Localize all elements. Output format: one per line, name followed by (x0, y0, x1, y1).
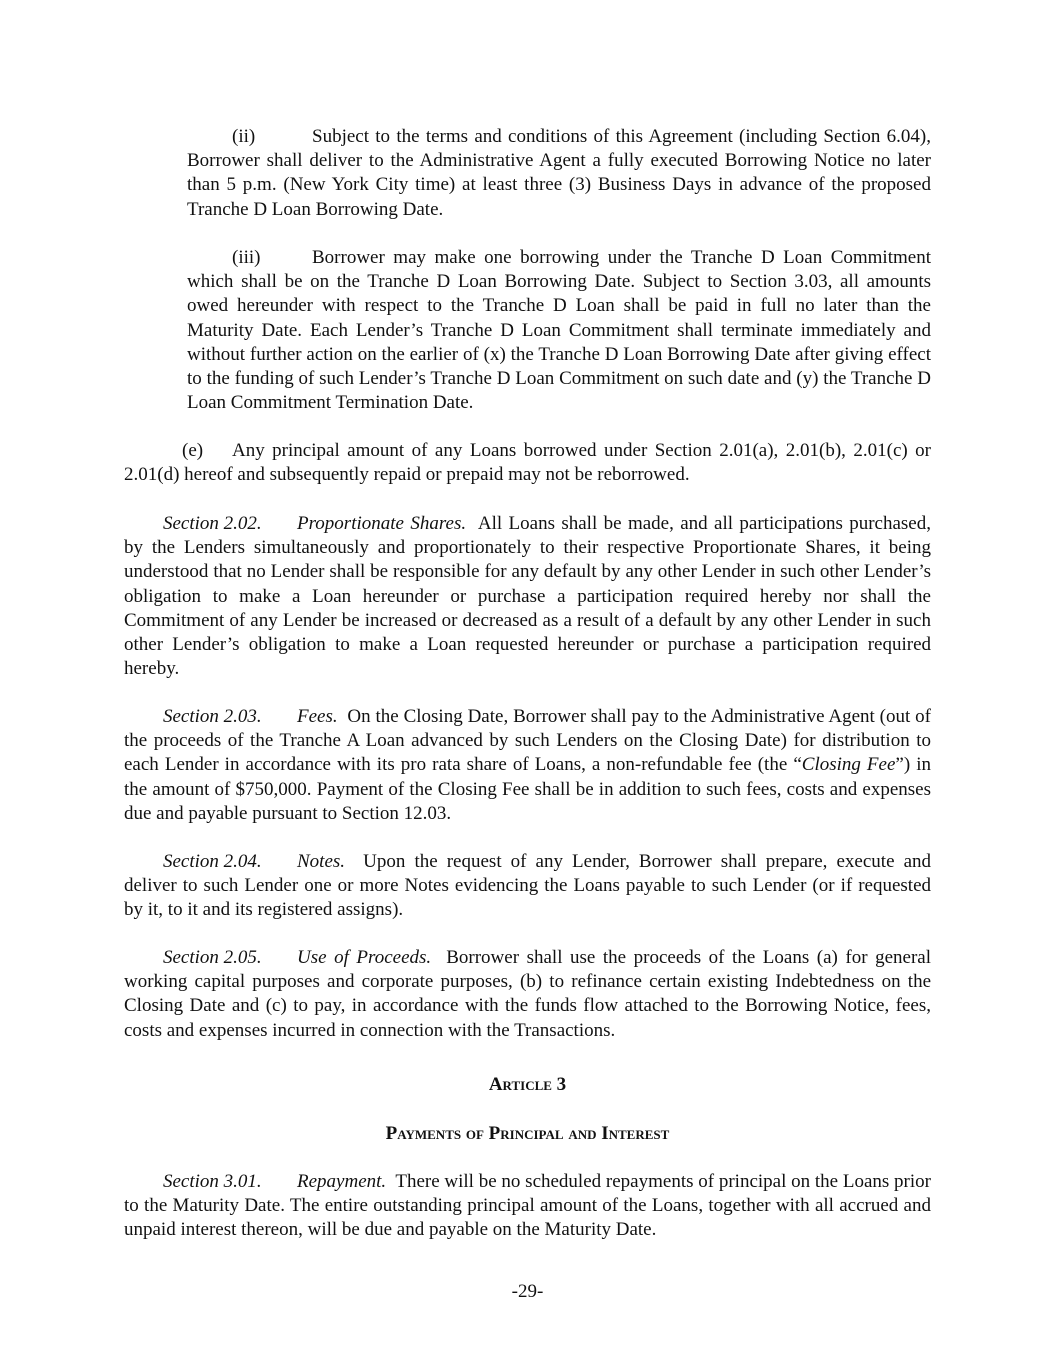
section-text: All Loans shall be made, and all participations purchased, by the Lenders simultaneously and proportionately to their respective Proportionate Shares, it being understood that no Lender shall be responsible for any default by any other Lender in such other Lender’s obligation to make a Loan hereunder or purchase a participation required hereby nor shall the Commitment of any Lender be increased or decreased as a result of a default by any other Lender in such other Lender’s obligation to make a Loan requested hereunder or purchase a participation required hereby. (124, 513, 931, 680)
paragraph-text: Subject to the terms and conditions of this Agreement (including Section 6.04), Borrower shall deliver to the Administrative Agent a fully executed Borrowing Notice no later than 5 p.m. (New York City time) at least three (3) Business Days in advance of the proposed Tranche D Loan Borrowing Date. (187, 126, 931, 220)
page-number: -29- (511, 1281, 544, 1302)
paragraph-text: Borrower may make one borrowing under the Tranche D Loan Commitment which shall be on the Tranche D Loan Borrowing Date. Subject to Section 3.03, all amounts owed hereunder with respect to the Tranche D Loan shall be paid in full no later than the Maturity Date. Each Lender’s Tranche D Loan Commitment shall terminate immediately and without further action on the earlier of (x) the Tranche D Loan Borrowing Date after giving effect to the funding of such Lender’s Tranche D Loan Commitment on such date and (y) the Tranche D Loan Commitment Termination Date. (187, 247, 931, 414)
section-number: Section 2.02. (163, 513, 262, 534)
section-title: Use of Proceeds. (297, 947, 432, 968)
article-heading: Article 3 (488, 1074, 567, 1095)
section-title: Repayment. (297, 1171, 387, 1192)
paragraph-number: (iii) (232, 247, 261, 268)
section-2-02 (124, 512, 931, 681)
section-number: Section 2.03. (163, 706, 262, 727)
section-text-continued: ”) in the amount of $750,000. Payment of the Closing Fee shall be in addition to such fees, costs and expenses due and payable pursuant to Section 12.03. (124, 754, 932, 824)
section-number: Section 2.04. (163, 851, 262, 872)
section-number: Section 3.01. (163, 1171, 262, 1192)
section-title: Notes. (297, 851, 346, 872)
section-text: There will be no scheduled repayments of principal on the Loans prior to the Maturity Date. The entire outstanding principal amount of the Loans, together with all accrued and unpaid interest thereon, will be due and payable on the Maturity Date. (124, 1171, 931, 1241)
paragraph-ii (187, 125, 931, 222)
section-text: Upon the request of any Lender, Borrower shall prepare, execute and deliver to such Lender one or more Notes evidencing the Loans payable to such Lender (or if requested by it, to it and its registered assigns). (124, 851, 931, 921)
section-2-03 (124, 705, 931, 826)
paragraph-iii (187, 246, 931, 415)
section-3-01 (124, 1170, 931, 1243)
defined-term: Closing Fee (801, 754, 896, 776)
paragraph-number: (ii) (232, 126, 256, 147)
article-title: Payments of Principal and Interest (385, 1123, 670, 1144)
section-text: Borrower shall use the proceeds of the Loans (a) for general working capital purposes and corporate purposes, (b) to refinance certain existing Indebtedness on the Closing Date and (c) to pay, in accordance with the funds flow attached to the Borrowing Notice, fees, costs and expenses incurred in connection with the Transactions. (124, 947, 931, 1041)
section-number: Section 2.05. (163, 947, 262, 968)
section-title: Fees. (297, 706, 338, 727)
section-2-05 (124, 946, 931, 1043)
paragraph-e (124, 439, 931, 487)
section-title: Proportionate Shares. (297, 513, 467, 534)
paragraph-text: Any principal amount of any Loans borrowed under Section 2.01(a), 2.01(b), 2.01(c) or 2.01(d) hereof and subsequently repaid or prepaid may not be reborrowed. (124, 440, 931, 486)
section-text: On the Closing Date, Borrower shall pay to the Administrative Agent (out of the proceeds of the Tranche A Loan advanced by such Lenders on the Closing Date) for distribution to each Lender in accordance with its pro rata share of Loans, a non-refundable fee (the “ (124, 706, 931, 776)
section-2-04 (124, 850, 931, 923)
paragraph-number: (e) (182, 440, 204, 461)
